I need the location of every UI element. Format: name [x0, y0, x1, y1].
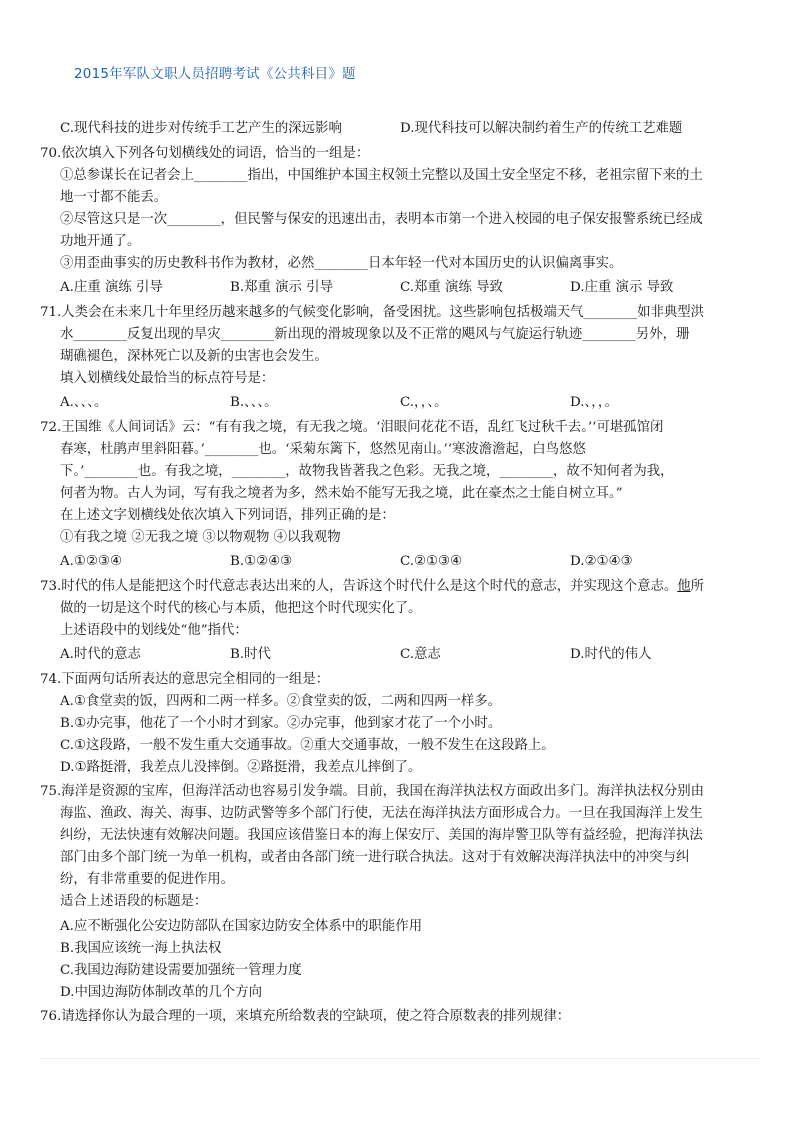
q71-option-d: D.、，，。 — [570, 395, 618, 410]
q71-option-a: A.、、、。 — [60, 395, 108, 410]
q72-options — [40, 551, 760, 573]
q72-option-a: A.①②③④ — [60, 554, 122, 569]
q70-option-d: D.庄重 演示 导致 — [570, 280, 674, 295]
q69-option-d: D.现代科技可以解决制约着生产的传统工艺难题 — [400, 121, 683, 136]
q73-line-1-text: 73.时代的伟人是能把这个时代意志表达出来的人，告诉这个时代什么是这个时代的意志，并实现这个意志。 — [40, 578, 678, 594]
q72-option-d: D.②①④③ — [570, 554, 633, 569]
q75-option-b: B.我国应该统一海上执法权 — [60, 940, 222, 956]
q75-line-1: 75.海洋是资源的宝库，但海洋活动也容易引发争端。目前，我国在海洋执法权方面政出多门。海洋执法权分别由 — [40, 784, 705, 799]
q69-option-c: C.现代科技的进步对传统手工艺产生的深远影响 — [60, 121, 342, 136]
q73-underlined-pronoun: 他 — [677, 578, 691, 594]
q73-question: 上述语段中的划线处“他”指代： — [60, 622, 248, 638]
q72-items: ①有我之境 ②无我之境 ③以物观物 ④以我观物 — [60, 529, 341, 545]
q70-stem: 70.依次填入下列各句划横线处的词语，恰当的一组是： — [40, 145, 370, 161]
q75-option-d: D.中国边海防体制改革的几个方向 — [60, 984, 262, 1000]
q74-stem: 74.下面两句话所表达的意思完全相同的一组是： — [40, 671, 330, 687]
q75-option-a: A.应不断强化公安边防部队在国家边防安全体系中的职能作用 — [60, 918, 423, 934]
q74-option-d: D.①路挺滑，我差点儿没摔倒。②路挺滑，我差点儿摔倒了。 — [60, 759, 422, 775]
q69-options — [40, 118, 760, 140]
q70-option-a: A.庄重 演练 引导 — [60, 280, 163, 295]
q75-line-4: 部门由多个部门统一为单一机构，或者由各部门统一进行联合执法。这对于有效解决海洋执法中的冲突与纠 — [60, 850, 690, 865]
q73-line-2: 做的一切是这个时代的核心与本质，他把这个时代现实化了。 — [60, 600, 422, 616]
q70-sentence-3: ③用歪曲事实的历史教科书作为教材，必然________日本年轻一代对本国历史的认识偏离事实。 — [60, 255, 623, 271]
q76-stem: 76.请选择你认为最合理的一项，来填充所给数表的空缺项，使之符合原数表的排列规律： — [40, 1009, 571, 1024]
q75-option-c: C.我国边海防建设需要加强统一管理力度 — [60, 962, 302, 978]
q73-line-1-tail: 所 — [690, 578, 705, 594]
q73-line-1 — [40, 576, 760, 598]
q72-line-3: 下。’________也。有我之境，________，故物我皆著我之色彩。无我之境，________，故不知何者为我， — [60, 463, 674, 479]
q73-option-a: A.时代的意志 — [60, 647, 141, 662]
page-bottom-divider — [40, 1058, 760, 1059]
q72-option-b: B.①②④③ — [230, 554, 293, 569]
q71-option-c: C.，，、。 — [400, 395, 448, 410]
q71-options — [40, 392, 760, 414]
q74-option-a: A.①食堂卖的饭，四两和二两一样多。②食堂卖的饭，二两和四两一样多。 — [60, 693, 502, 709]
q71-question: 填入划横线处最恰当的标点符号是： — [60, 370, 275, 386]
q72-line-1: 72.王国维《人间词话》云：“有有我之境，有无我之境。‘泪眼问花花不语，乱红飞过秋千去。’‘可堪孤馆闭 — [40, 419, 664, 435]
q71-line-3: 瑚礁褪色，深林死亡以及新的虫害也会发生。 — [60, 348, 328, 364]
q71-line-2: 水________反复出现的旱灾________新出现的滑坡现象以及不正常的飓风与气旋运行轨迹________另外，珊 — [60, 326, 690, 342]
q75-line-2: 海监、渔政、海关、海事、边防武警等多个部门行使，无法在海洋执法方面形成合力。一旦在我国海洋上发生 — [60, 806, 703, 821]
q70-sentence-1-line-1: ①总参谋长在记者会上________指出，中国维护本国主权领土完整以及国土安全坚定不移，老祖宗留下来的土 — [60, 167, 703, 183]
q72-option-c: C.②①③④ — [400, 554, 463, 569]
q75-question: 适合上述语段的标题是： — [60, 894, 208, 909]
document-header-title: 2015年军队文职人员招聘考试《公共科目》题 — [74, 66, 356, 82]
q72-line-4: 何者为物。古人为词，写有我之境者为多，然未始不能写无我之境，此在豪杰之士能自树立耳。” — [60, 485, 623, 501]
q75-line-5: 纷，有非常重要的促进作用。 — [60, 872, 235, 887]
q74-option-c: C.①这段路，一般不发生重大交通事故。②重大交通事故，一般不发生在这段路上。 — [60, 737, 555, 753]
exam-page — [40, 118, 760, 1028]
q70-option-c: C.郑重 演练 导致 — [400, 280, 503, 295]
q71-option-b: B.、、、。 — [230, 395, 278, 410]
q72-question: 在上述文字划横线处依次填入下列词语，排列正确的是： — [60, 507, 395, 523]
q70-sentence-2-line-2: 功地开通了。 — [60, 233, 141, 249]
q72-line-2: 春寒，杜鹃声里斜阳暮。’________也。‘采菊东篱下，悠然见南山。’‘寒波澹澹起，白鸟悠悠 — [60, 441, 586, 457]
q73-option-c: C.意志 — [400, 647, 441, 662]
q73-option-b: B.时代 — [230, 647, 271, 662]
q73-option-d: D.时代的伟人 — [570, 647, 652, 662]
q74-option-b: B.①办完事，他花了一个小时才到家。②办完事，他到家才花了一个小时。 — [60, 715, 502, 731]
q70-option-b: B.郑重 演示 引导 — [230, 280, 333, 295]
q70-options — [40, 277, 760, 299]
q70-sentence-1-line-2: 地一寸都不能丢。 — [60, 189, 168, 205]
q73-options — [40, 644, 760, 666]
q71-line-1: 71.人类会在未来几十年里经历越来越多的气候变化影响，备受困扰。这些影响包括极端天气________如非典型洪 — [40, 304, 705, 320]
q70-sentence-2-line-1: ②尽管这只是一次________，但民警与保安的迅速出击，表明本市第一个进入校园的电子保安报警系统已经成 — [60, 211, 703, 227]
q75-line-3: 纠纷，无法快速有效解决问题。我国应该借鉴日本的海上保安厅、美国的海岸警卫队等有益经验，把海洋执法 — [60, 828, 703, 843]
